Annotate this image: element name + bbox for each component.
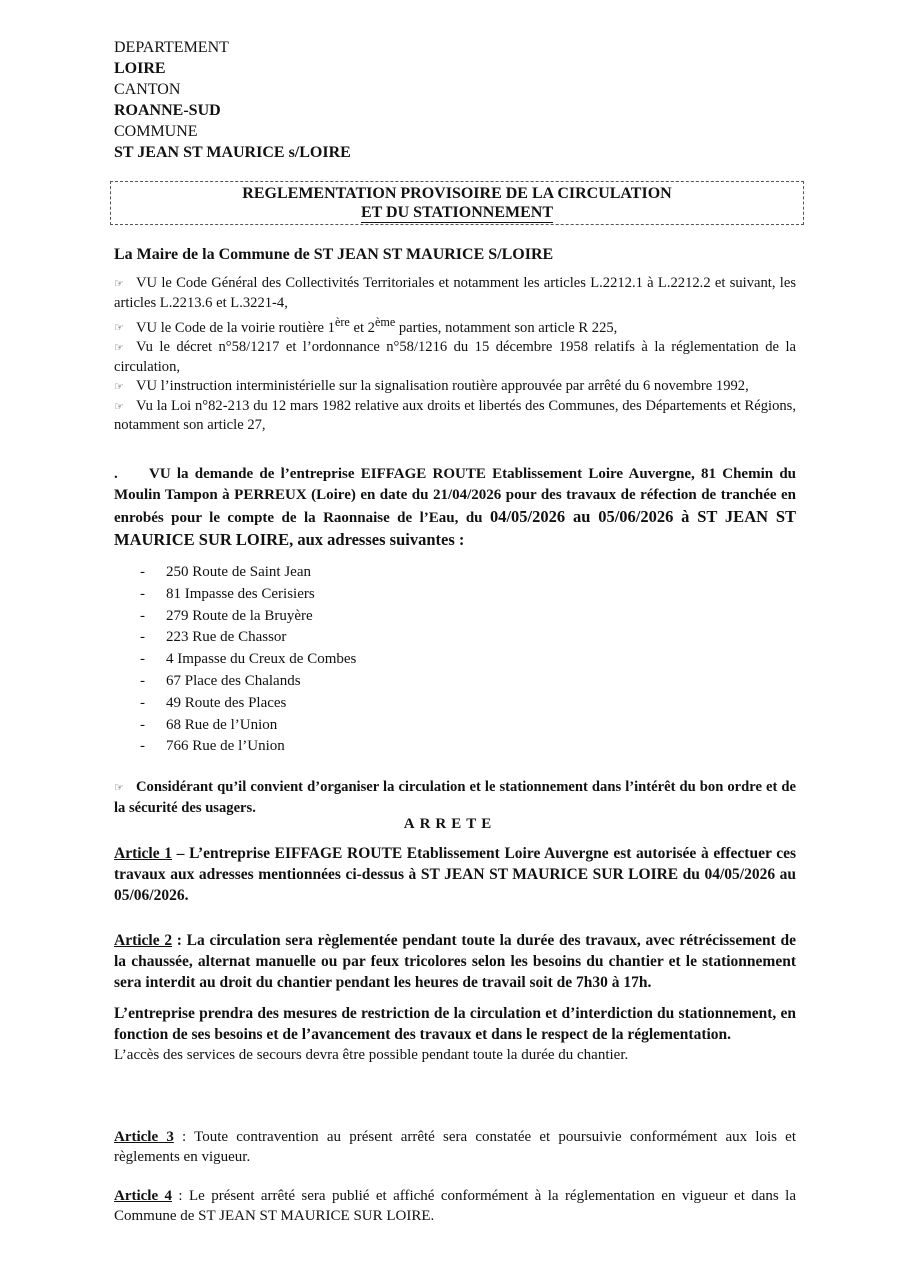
article-3-heading: Article 3	[114, 1129, 174, 1145]
commune-value: ST JEAN ST MAURICE s/LOIRE	[114, 144, 351, 161]
article-2-text: La circulation sera règlementée pendant toute la durée des travaux, avec rétrécissement de la chaussée, alternat manuelle ou par feux tricolores selon les besoins du chantier et le stationnement sera interdit au droit du chantier pendant les heures de travail soit de 7h30 à 17h.	[114, 932, 797, 991]
visas-section	[114, 274, 796, 435]
list-item: - 81 Impasse des Cerisiers	[140, 585, 315, 602]
document-title	[110, 181, 804, 225]
list-item: - 279 Route de la Bruyère	[140, 607, 313, 624]
list-item: - 68 Rue de l’Union	[140, 716, 278, 733]
arrete-heading: ARRETE	[403, 816, 497, 832]
hand-pointer-icon: ☞	[114, 781, 124, 794]
hand-pointer-icon: ☞	[114, 321, 124, 335]
canton-label: CANTON	[114, 81, 181, 98]
canton-value: ROANNE-SUD	[114, 102, 221, 119]
article-1: Article 1 – L’entreprise EIFFAGE ROUTE Etablissement Loire Auvergne est autorisée à effectuer ces travaux aux adresses mentionnées ci-dessus à ST JEAN ST MAURICE SUR LOIRE du 04/05/2026 au 05/06/2026.	[114, 845, 797, 904]
hand-pointer-icon: ☞	[114, 399, 124, 413]
visa-item: ☞ Vu la Loi n°82-213 du 12 mars 1982 relative aux droits et libertés des Communes, des Départements et Régions, notamment son article 27,	[114, 397, 796, 434]
article-3-text: Toute contravention au présent arrêté sera constatée et poursuivie conformément aux lois et règlements en vigueur.	[114, 1129, 796, 1165]
title-line-1: REGLEMENTATION PROVISOIRE DE LA CIRCULATION	[242, 184, 672, 202]
departement-value: LOIRE	[114, 60, 166, 77]
demande-paragraph: . VU la demande de l’entreprise EIFFAGE ROUTE Etablissement Loire Auvergne, 81 Chemin du Moulin Tampon à PERREUX (Loire) en date du 21/04/2026 pour des travaux de réfection de tranchée en enrobés pour le compte de la Raonnaise de l’Eau, du 04/05/2026 au 05/06/2026 à ST JEAN ST MAURICE SUR LOIRE, aux adresses suivantes :	[114, 466, 797, 549]
visa-item: ☞ VU le Code Général des Collectivités Territoriales et notamment les articles L.2212.1 à L.2212.2 et suivant, les articles L.2213.6 et L.3221-4,	[114, 275, 796, 311]
article-4: Article 4 : Le présent arrêté sera publié et affiché conformément à la réglementation en vigueur et dans la Commune de ST JEAN ST MAURICE SUR LOIRE.	[114, 1188, 796, 1224]
article-1-text: L’entreprise EIFFAGE ROUTE Etablissement Loire Auvergne est autorisée à effectuer ces travaux aux adresses mentionnées ci-dessus à ST JEAN ST MAURICE SUR LOIRE du 04/05/2026 au 05/06/2026.	[114, 845, 797, 904]
maire-heading: La Maire de la Commune de ST JEAN ST MAURICE S/LOIRE	[114, 246, 554, 263]
hand-pointer-icon: ☞	[114, 379, 124, 393]
visa-item: ☞ VU le Code de la voirie routière 1ère et 2ème parties, notamment son article R 225,	[114, 313, 796, 339]
hand-pointer-icon: ☞	[114, 341, 124, 355]
list-item: - 223 Rue de Chassor	[140, 629, 287, 646]
list-item: - 4 Impasse du Creux de Combes	[140, 651, 357, 668]
title-line-2: ET DU STATIONNEMENT	[360, 203, 554, 221]
list-item: - 766 Rue de l’Union	[140, 738, 285, 755]
demande-prefix: .	[114, 466, 118, 482]
visa-item: ☞ Vu le décret n°58/1217 et l’ordonnance n°58/1216 du 15 décembre 1958 relatifs à la réglementation de la circulation,	[114, 339, 796, 376]
article-2: Article 2 : La circulation sera règlementée pendant toute la durée des travaux, avec rétrécissement de la chaussée, alternat manuelle ou par feux tricolores selon les besoins du chantier et le stationnement sera interdit au droit du chantier pendant les heures de travail soit de 7h30 à 17h. L’entreprise prendra des mesures de restriction de la circulation et d’interdiction du stationnement, en fonction de ses besoins et de l’avancement des travaux et dans le respect de la réglementation. L’accès des services de secours devra être possible pendant toute la durée du chantier.	[114, 932, 797, 1063]
departement-label: DEPARTEMENT	[114, 39, 229, 56]
article-2-paragraph-2: L’entreprise prendra des mesures de restriction de la circulation et d’interdiction du stationnement, en fonction de ses besoins et de l’avancement des travaux et dans le respect de la réglementation.	[114, 1005, 796, 1043]
article-1-heading: Article 1	[114, 845, 173, 862]
article-2-heading: Article 2	[114, 932, 173, 949]
visa-item: ☞ VU l’instruction interministérielle sur la signalisation routière approuvée par arrêté du 6 novembre 1992,	[114, 377, 796, 397]
list-item: - 67 Place des Chalands	[140, 672, 301, 689]
list-item: - 250 Route de Saint Jean	[140, 564, 311, 580]
considerant-paragraph: ☞ Considérant qu’il convient d’organiser la circulation et le stationnement dans l’intérêt du bon ordre et de la sécurité des usagers.	[114, 779, 796, 816]
article-4-text: Le présent arrêté sera publié et affiché conformément à la réglementation en vigueur et dans la Commune de ST JEAN ST MAURICE SUR LOIRE.	[114, 1188, 796, 1224]
hand-pointer-icon: ☞	[114, 277, 124, 290]
commune-label: COMMUNE	[114, 123, 198, 140]
list-item: - 49 Route des Places	[140, 694, 287, 711]
article-4-heading: Article 4	[114, 1188, 173, 1204]
article-2-paragraph-3: L’accès des services de secours devra être possible pendant toute la durée du chantier.	[114, 1047, 629, 1063]
header-block	[114, 37, 351, 163]
article-3: Article 3 : Toute contravention au présent arrêté sera constatée et poursuivie conformément aux lois et règlements en vigueur.	[114, 1129, 796, 1165]
address-list	[140, 562, 356, 758]
